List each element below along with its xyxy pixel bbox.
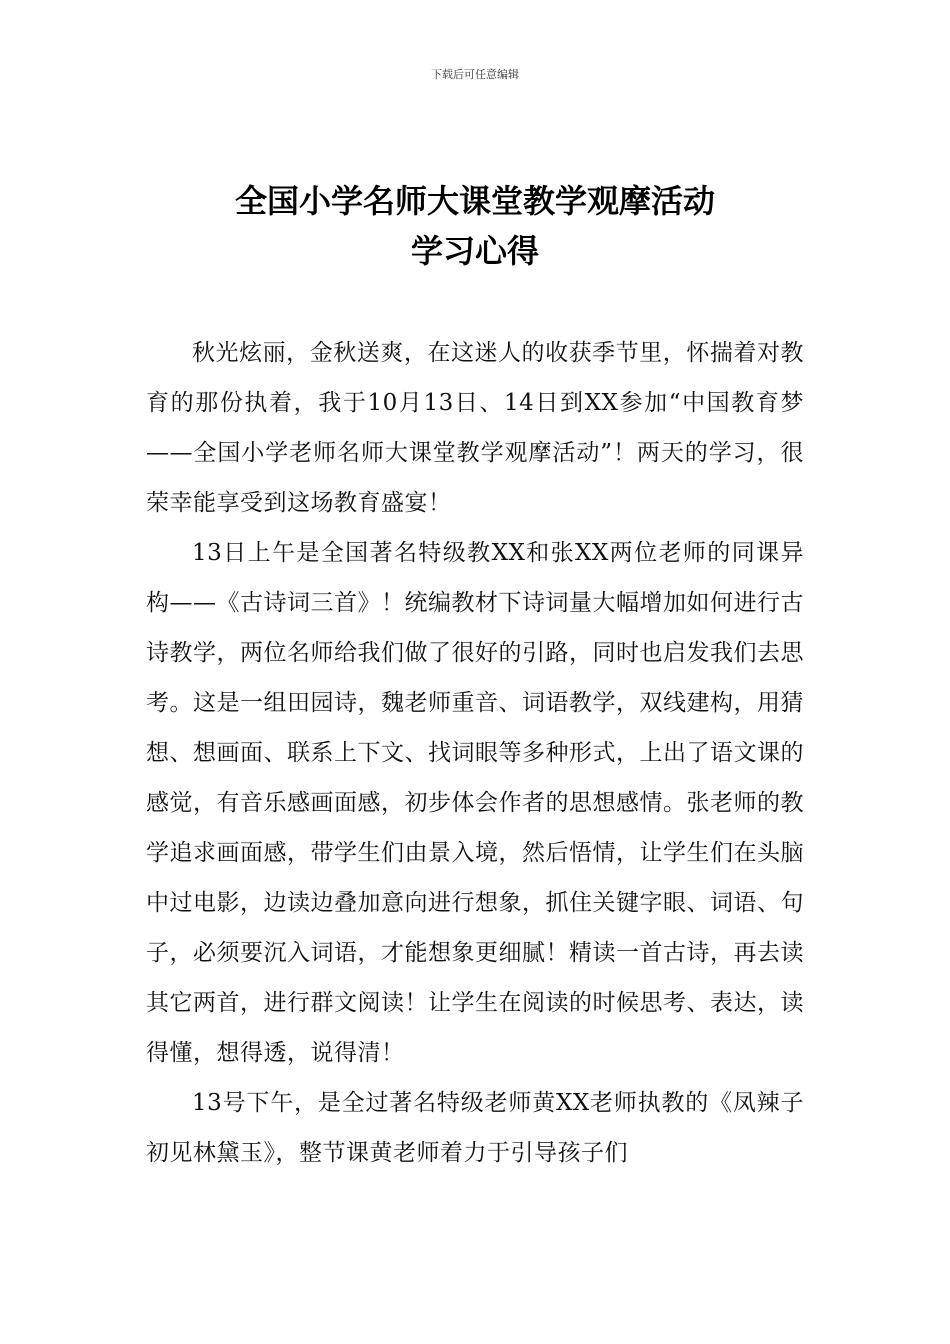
title-line-1: 全国小学名师大课堂教学观摩活动 — [234, 182, 715, 220]
document-body — [146, 328, 804, 1178]
document-title — [0, 176, 950, 276]
title-line-2: 学习心得 — [410, 232, 539, 270]
paragraph-3: 13号下午，是全过著名特级老师黄XX老师执教的《凤辣子初见林黛玉》，整节课黄老师着力于引导孩子们 — [146, 1090, 804, 1166]
paragraph-1: 秋光炫丽，金秋送爽，在这迷人的收获季节里，怀揣着对教育的那份执着，我于10月13日、14日到XX参加“中国教育梦——全国小学老师名师大课堂教学观摩活动”！两天的学习，很荣幸能享受到这场教育盛宴！ — [146, 340, 804, 516]
header-note: 下载后可任意编辑 — [431, 68, 519, 81]
paragraph-2: 13日上午是全国著名特级教XX和张XX两位老师的同课异构——《古诗词三首》！统编教材下诗词量大幅增加如何进行古诗教学，两位名师给我们做了很好的引路，同时也启发我们去思考。这是一组田园诗，魏老师重音、词语教学，双线建构，用猜想、想画面、联系上下文、找词眼等多种形式，上出了语文课的感觉，有音乐感画面感，初步体会作者的思想感情。张老师的教学追求画面感，带学生们由景入境，然后悟情，让学生们在头脑中过电影，边读边叠加意向进行想象，抓住关键字眼、词语、句子，必须要沉入词语，才能想象更细腻！精读一首古诗，再去读其它两首，进行群文阅读！让学生在阅读的时候思考、表达，读得懂，想得透，说得清！ — [146, 540, 804, 1066]
